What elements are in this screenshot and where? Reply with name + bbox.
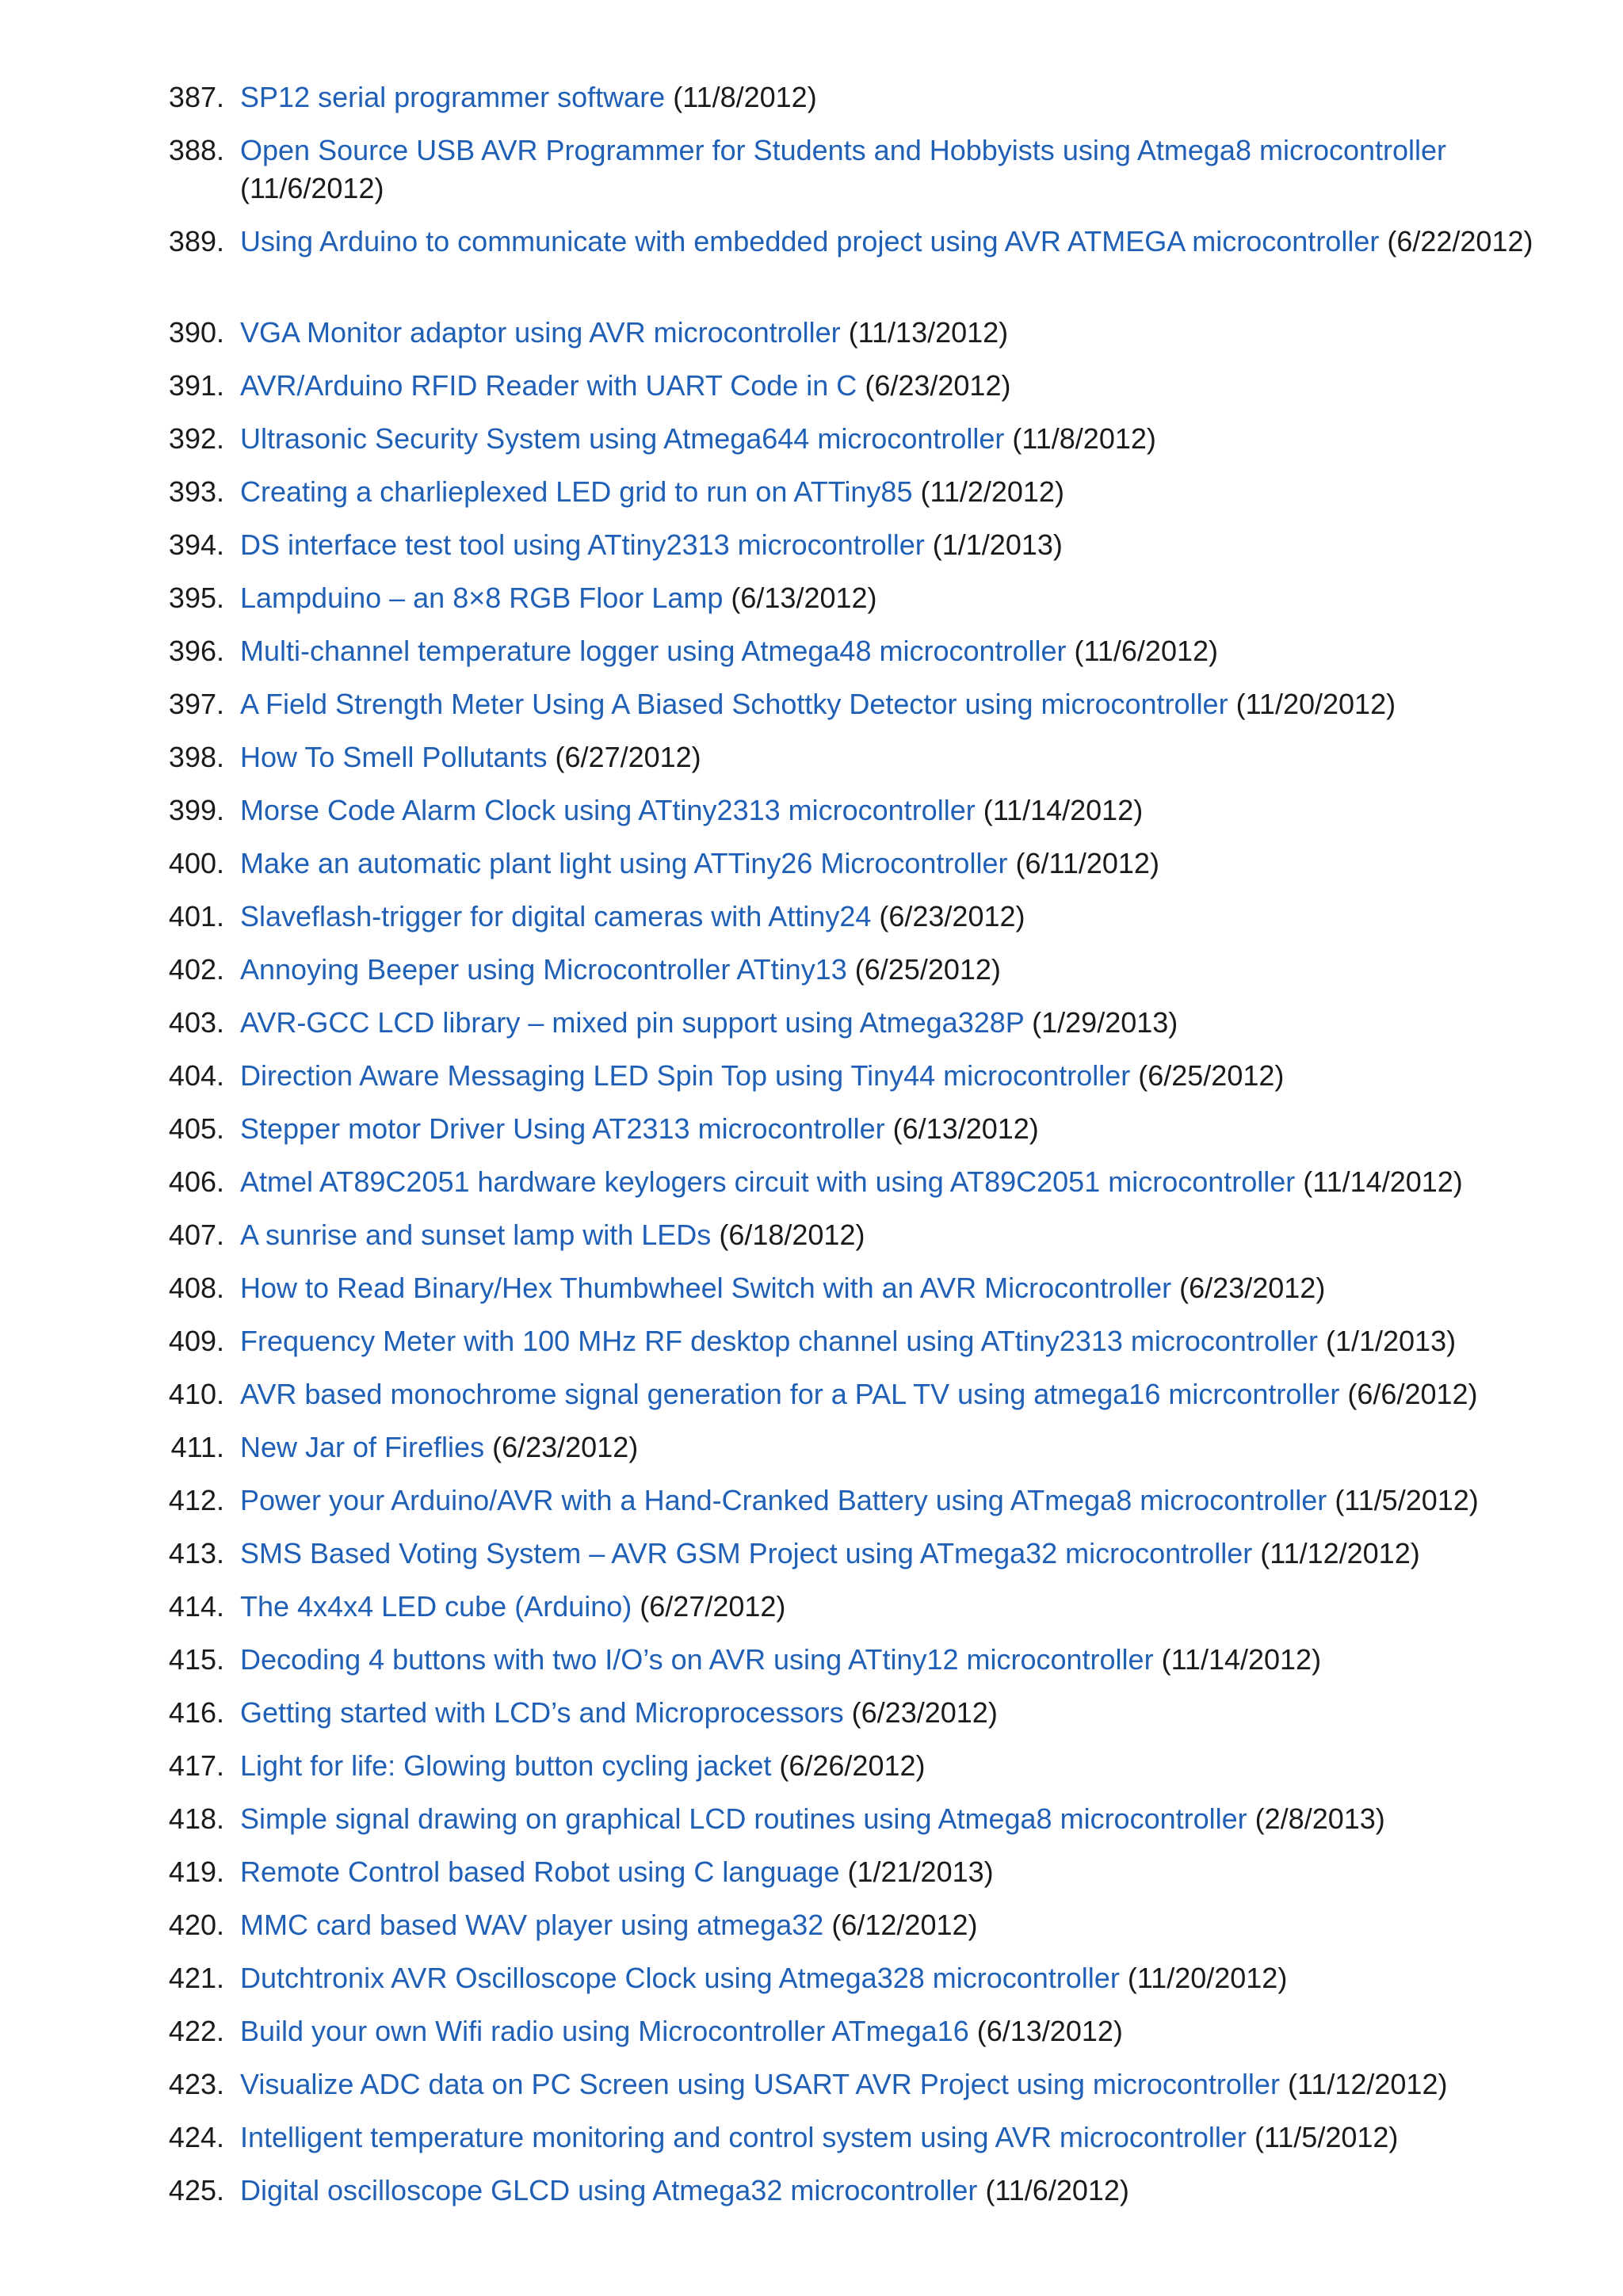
item-body [240,473,1560,511]
list-item [0,2119,1623,2157]
list-item [0,1110,1623,1148]
item-body [240,1800,1560,1838]
item-number: 400. [168,847,224,879]
item-number: 425. [168,2174,224,2206]
item-body [240,526,1560,564]
item-number: 423. [168,2068,224,2100]
item-number: 420. [168,1909,224,1941]
project-link[interactable]: Frequency Meter with 100 MHz RF desktop channel using ATtiny2313 microcontroller [240,1325,1318,1357]
item-date: (11/14/2012) [983,794,1144,826]
item-date: (11/12/2012) [1287,2068,1448,2100]
list-item [0,1322,1623,1360]
item-number: 395. [168,582,224,614]
list-item [0,791,1623,830]
item-body [240,2172,1560,2210]
item-number: 404. [168,1059,224,1092]
list-item [0,420,1623,458]
project-link[interactable]: Remote Control based Robot using C language [240,1855,840,1888]
project-link[interactable]: Light for life: Glowing button cycling jacket [240,1749,772,1782]
item-body [240,1535,1560,1573]
list-item [0,845,1623,883]
list-item [0,2012,1623,2050]
item-date: (1/21/2013) [847,1855,994,1888]
project-link[interactable]: The 4x4x4 LED cube (Arduino) [240,1590,632,1623]
item-date: (2/8/2013) [1254,1802,1385,1835]
item-number: 398. [168,741,224,773]
item-number: 397. [168,688,224,720]
item-number: 417. [168,1749,224,1782]
project-link[interactable]: AVR-GCC LCD library – mixed pin support using Atmega328P [240,1006,1025,1039]
item-date: (6/25/2012) [854,953,1001,986]
project-link[interactable]: Digital oscilloscope GLCD using Atmega32 microcontroller [240,2174,978,2206]
item-date: (1/1/2013) [1325,1325,1457,1357]
project-link[interactable]: Atmel AT89C2051 hardware keylogers circuit with using AT89C2051 microcontroller [240,1165,1296,1198]
item-number: 422. [168,2015,224,2047]
item-body [240,951,1560,989]
list-item [0,1375,1623,1413]
item-body [240,738,1560,776]
item-number: 390. [168,316,224,349]
item-date: (11/14/2012) [1161,1643,1322,1676]
project-link[interactable]: DS interface test tool using ATtiny2313 microcontroller [240,528,925,561]
item-date: (6/22/2012) [1387,225,1533,257]
list-item [0,1004,1623,1042]
project-link[interactable]: Build your own Wifi radio using Microcontroller ATmega16 [240,2015,969,2047]
item-number: 389. [168,225,224,257]
project-link[interactable]: A sunrise and sunset lamp with LEDs [240,1219,712,1251]
project-link[interactable]: Ultrasonic Security System using Atmega644 microcontroller [240,422,1005,455]
project-link[interactable]: Make an automatic plant light using ATTiny26 Microcontroller [240,847,1008,879]
item-body [240,579,1560,617]
item-date: (6/23/2012) [865,369,1011,402]
item-date: (11/5/2012) [1335,1484,1479,1516]
item-body [240,1375,1560,1413]
list-item [0,1959,1623,1997]
item-body [240,1853,1560,1891]
item-number: 388. [168,134,224,166]
list-item [0,473,1623,511]
item-number: 409. [168,1325,224,1357]
item-number: 403. [168,1006,224,1039]
item-date: (11/2/2012) [920,475,1064,508]
list-item [0,579,1623,617]
list-item [0,78,1623,116]
item-date: (11/8/2012) [673,81,817,113]
item-body [240,1004,1560,1042]
item-body [240,223,1560,261]
list-item [0,526,1623,564]
list-item [0,1482,1623,1520]
item-number: 421. [168,1962,224,1994]
list-item [0,1800,1623,1838]
item-date: (1/1/2013) [932,528,1063,561]
item-date: (11/8/2012) [1012,422,1156,455]
list-item [0,951,1623,989]
project-link[interactable]: Annoying Beeper using Microcontroller ATtiny13 [240,953,847,986]
project-list [0,78,1623,2225]
list-item [0,1694,1623,1732]
item-body [240,367,1560,405]
item-number: 415. [168,1643,224,1676]
item-body [240,898,1560,936]
list-item [0,738,1623,776]
item-date: (11/20/2012) [1127,1962,1288,1994]
project-link[interactable]: How to Read Binary/Hex Thumbwheel Switch with an AVR Microcontroller [240,1272,1172,1304]
item-number: 405. [168,1112,224,1145]
item-body [240,1269,1560,1307]
item-number: 410. [168,1378,224,1410]
item-date: (11/6/2012) [985,2174,1129,2206]
item-date: (6/27/2012) [555,741,701,773]
item-body [240,1163,1560,1201]
project-link[interactable]: Dutchtronix AVR Oscilloscope Clock using Atmega328 microcontroller [240,1962,1120,1994]
project-link[interactable]: Multi-channel temperature logger using Atmega48 microcontroller [240,635,1067,667]
item-date: (11/20/2012) [1235,688,1396,720]
item-date: (6/6/2012) [1347,1378,1478,1410]
item-date: (11/6/2012) [1074,635,1219,667]
list-item [0,132,1623,208]
project-link[interactable]: Visualize ADC data on PC Screen using USART AVR Project using microcontroller [240,2068,1280,2100]
project-link[interactable]: AVR/Arduino RFID Reader with UART Code in C [240,369,857,402]
item-body [240,1694,1560,1732]
item-body [240,314,1560,352]
item-body [240,1588,1560,1626]
item-date: (11/13/2012) [848,316,1009,349]
project-link[interactable]: Creating a charlieplexed LED grid to run on ATTiny85 [240,475,913,508]
project-link[interactable]: Power your Arduino/AVR with a Hand-Cranked Battery using ATmega8 microcontroller [240,1484,1327,1516]
item-date: (6/23/2012) [492,1431,639,1463]
project-link[interactable]: Open Source USB AVR Programmer for Students and Hobbyists using Atmega8 microcontroller [240,134,1447,166]
list-item [0,1216,1623,1254]
item-number: 419. [168,1855,224,1888]
item-number: 387. [168,81,224,113]
list-item [0,2172,1623,2210]
item-body [240,1959,1560,1997]
item-date: (6/23/2012) [851,1696,998,1729]
item-date: (6/27/2012) [640,1590,786,1623]
list-item [0,1269,1623,1307]
item-body [240,2012,1560,2050]
item-number: 412. [168,1484,224,1516]
project-link[interactable]: Intelligent temperature monitoring and control system using AVR microcontroller [240,2121,1247,2153]
item-date: (6/25/2012) [1138,1059,1285,1092]
project-link[interactable]: Morse Code Alarm Clock using ATtiny2313 microcontroller [240,794,976,826]
list-item [0,1588,1623,1626]
list-item [0,223,1623,299]
item-body [240,1641,1560,1679]
project-link[interactable]: Getting started with LCD’s and Microprocessors [240,1696,844,1729]
item-number: 424. [168,2121,224,2153]
item-date: (11/5/2012) [1254,2121,1399,2153]
list-item [0,314,1623,352]
item-body [240,420,1560,458]
item-number: 408. [168,1272,224,1304]
list-item [0,1163,1623,1201]
list-item [0,1906,1623,1944]
item-number: 393. [168,475,224,508]
project-link[interactable]: How To Smell Pollutants [240,741,548,773]
project-link[interactable]: New Jar of Fireflies [240,1431,485,1463]
project-link[interactable]: Direction Aware Messaging LED Spin Top using Tiny44 microcontroller [240,1059,1131,1092]
list-item [0,1428,1623,1466]
item-body [240,845,1560,883]
item-date: (6/23/2012) [1179,1272,1326,1304]
item-body [240,1747,1560,1785]
item-body [240,1906,1560,1944]
item-date: (6/23/2012) [879,900,1025,933]
project-link[interactable]: Simple signal drawing on graphical LCD routines using Atmega8 microcontroller [240,1802,1247,1835]
project-link[interactable]: Using Arduino to communicate with embedded project using AVR ATMEGA microcontroller [240,225,1380,257]
item-number: 391. [168,369,224,402]
project-link[interactable]: SP12 serial programmer software [240,81,666,113]
list-item [0,685,1623,723]
item-number: 394. [168,528,224,561]
item-body [240,1322,1560,1360]
item-date: (6/18/2012) [719,1219,865,1251]
item-number: 418. [168,1802,224,1835]
item-number: 414. [168,1590,224,1623]
item-body [240,791,1560,830]
item-body [240,78,1560,116]
item-number: 402. [168,953,224,986]
list-item [0,2065,1623,2103]
item-number: 416. [168,1696,224,1729]
item-body [240,2119,1560,2157]
list-item [0,898,1623,936]
item-body [240,2065,1560,2103]
item-number: 392. [168,422,224,455]
item-date: (1/29/2013) [1032,1006,1178,1039]
item-number: 413. [168,1537,224,1569]
list-item [0,1853,1623,1891]
item-body [240,632,1560,670]
item-body [240,1110,1560,1148]
item-number: 406. [168,1165,224,1198]
project-link[interactable]: A Field Strength Meter Using A Biased Schottky Detector using microcontroller [240,688,1228,720]
project-link[interactable]: AVR based monochrome signal generation for a PAL TV using atmega16 micrcontroller [240,1378,1340,1410]
item-body [240,1057,1560,1095]
item-body [240,1216,1560,1254]
item-date: (6/12/2012) [831,1909,978,1941]
item-date: (6/11/2012) [1015,847,1159,879]
item-number: 401. [168,900,224,933]
list-item [0,1641,1623,1679]
project-link[interactable]: SMS Based Voting System – AVR GSM Project using ATmega32 microcontroller [240,1537,1253,1569]
item-body [240,1428,1560,1466]
project-link[interactable]: Decoding 4 buttons with two I/O’s on AVR using ATtiny12 microcontroller [240,1643,1154,1676]
project-link[interactable]: Stepper motor Driver Using AT2313 microcontroller [240,1112,885,1145]
item-number: 396. [168,635,224,667]
list-item [0,632,1623,670]
item-date: (11/6/2012) [240,172,384,204]
item-number: 411. [170,1431,224,1463]
item-date: (11/14/2012) [1303,1165,1463,1198]
project-link[interactable]: Lampduino – an 8×8 RGB Floor Lamp [240,582,724,614]
item-number: 399. [168,794,224,826]
list-item [0,1057,1623,1095]
item-date: (6/13/2012) [976,2015,1123,2047]
project-link[interactable]: MMC card based WAV player using atmega32 [240,1909,824,1941]
item-body [240,1482,1560,1520]
item-body [240,685,1560,723]
item-body [240,132,1560,208]
item-date: (6/13/2012) [892,1112,1039,1145]
list-item [0,367,1623,405]
project-link[interactable]: Slaveflash-trigger for digital cameras with Attiny24 [240,900,872,933]
item-date: (6/13/2012) [731,582,877,614]
list-item [0,1747,1623,1785]
list-item [0,1535,1623,1573]
item-date: (6/26/2012) [779,1749,926,1782]
item-date: (11/12/2012) [1260,1537,1420,1569]
item-number: 407. [168,1219,224,1251]
project-link[interactable]: VGA Monitor adaptor using AVR microcontroller [240,316,841,349]
